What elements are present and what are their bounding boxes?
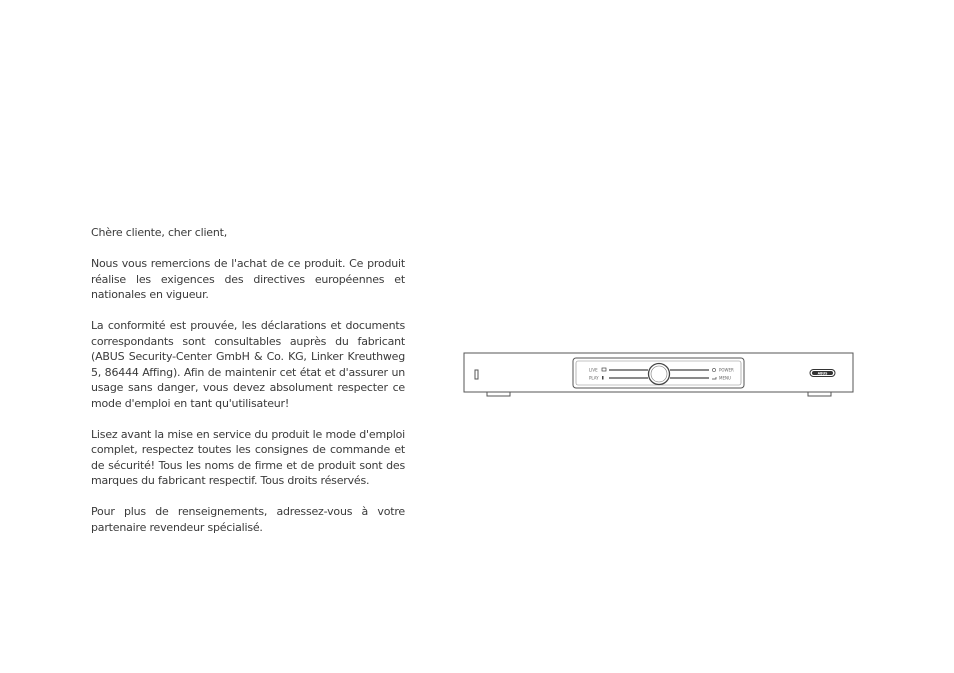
salutation: Chère cliente, cher client, [91, 226, 228, 239]
device-front-illustration [463, 352, 855, 398]
label-live: LIVE [589, 367, 598, 373]
device-foot-left [487, 392, 510, 396]
play-indicator-icon [602, 376, 604, 380]
label-power: POWER [719, 367, 734, 373]
paragraph-read-manual: Lisez avant la mise en service du produit le mode d'emploi complet, respectez toutes les consignes de commande et de sécurité! Tous les noms de firme et de produit sont des marques du fabricant respectif. Tous droits réservés. [91, 427, 405, 487]
paragraph-contact: Pour plus de renseignements, adressez-vous à votre partenaire revendeur spécialisé. [91, 505, 405, 534]
device-drawing [463, 352, 855, 398]
label-play: PLAY [589, 375, 599, 381]
jog-dial-icon [649, 364, 670, 385]
label-menu: MENU [719, 375, 731, 381]
device-foot-right [808, 392, 831, 396]
letter-body [91, 225, 405, 551]
paragraph-thanks: Nous vous remercions de l'achat de ce produit. Ce produit réalise les exigences des directives européennes et nationales en vigueur. [91, 257, 405, 301]
paragraph-conformity: La conformité est prouvée, les déclarations et documents correspondants sont consultables auprès du fabricant (ABUS Security-Center GmbH & Co. KG, Linker Kreuthweg 5, 86444 Affing). Afin de maintenir cet état et d'assurer un usage sans danger, vous devez absolument respecter ce mode d'emploi en tant qu'utilisateur! [91, 319, 405, 410]
brand-logo-text: ABUS [817, 371, 828, 376]
